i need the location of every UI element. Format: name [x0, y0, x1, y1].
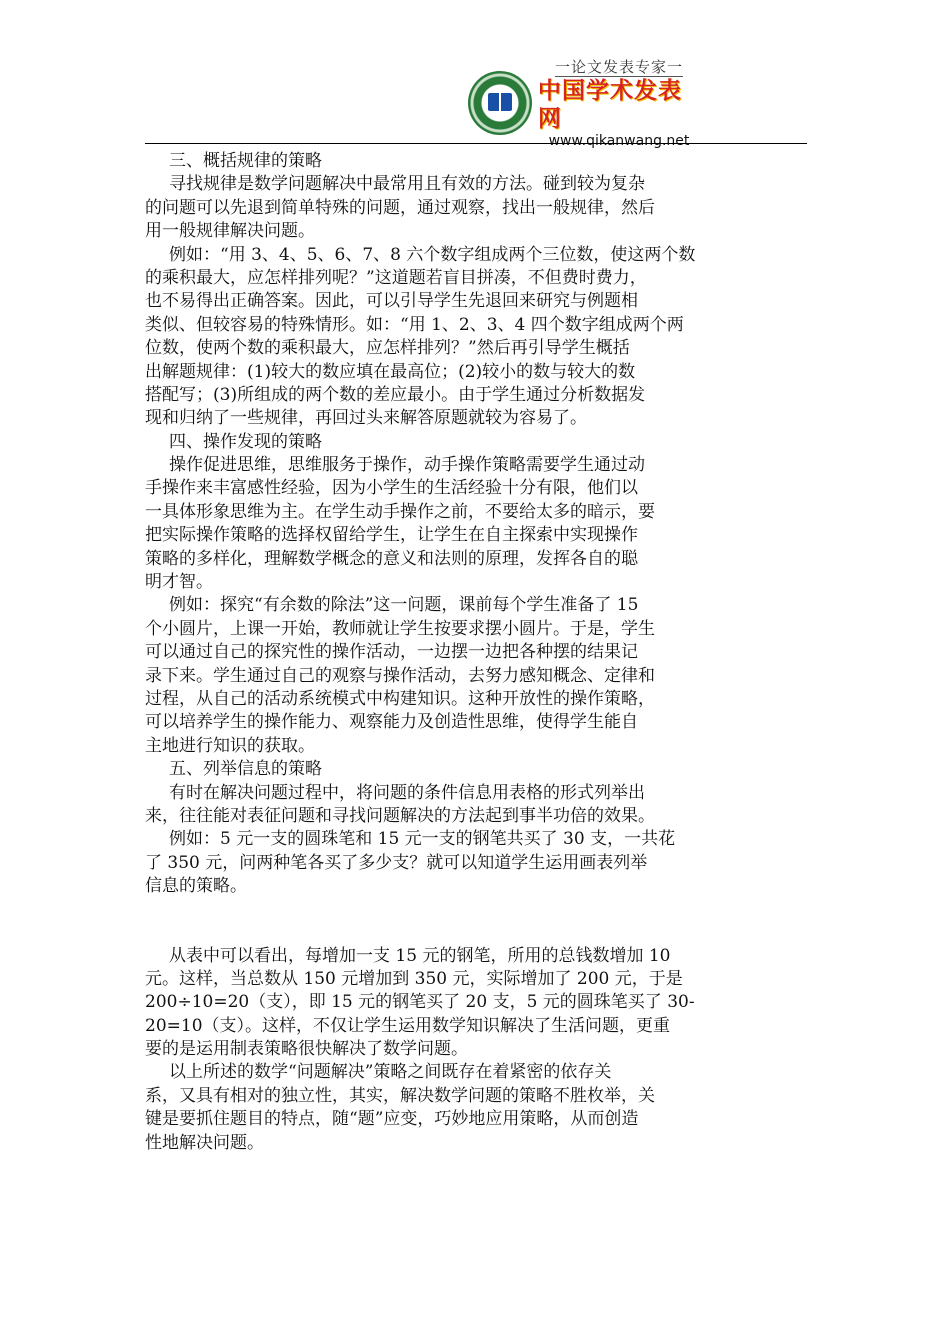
text-line: 也不易得出正确答案。因此，可以引导学生先退回来研究与例题相 — [145, 291, 638, 312]
text-line: 出解题规律：(1)较大的数应填在最高位；(2)较小的数与较大的数 — [145, 361, 636, 382]
text-line: 以上所述的数学“问题解决”策略之间既存在着紧密的依存关 — [169, 1062, 612, 1083]
logo-slogan: 一论文发表专家一 — [554, 57, 683, 76]
text-line: 可以培养学生的操作能力、观察能力及创造性思维，使得学生能自 — [145, 712, 638, 733]
text-line: 从表中可以看出，每增加一支 15 元的钢笔，所用的总钱数增加 10 — [169, 945, 671, 966]
text-line: 现和归纳了一些规律，再回过头来解答原题就较为容易了。 — [145, 408, 587, 429]
text-line: 位数，使两个数的乘积最大，应怎样排列？”然后再引导学生概括 — [145, 338, 630, 359]
text-line: 键是要抓住题目的特点，随“题”应变，巧妙地应用策略，从而创造 — [145, 1109, 639, 1130]
text-line: 要的是运用制表策略很快解决了数学问题。 — [145, 1039, 468, 1060]
text-line: 用一般规律解决问题。 — [145, 221, 315, 242]
text-line: 个小圆片，上课一开始，教师就让学生按要求摆小圆片。于是，学生 — [145, 618, 655, 639]
text-line: 把实际操作策略的选择权留给学生，让学生在自主探索中实现操作 — [145, 525, 638, 546]
text-line: 过程，从自己的活动系统模式中构建知识。这种开放性的操作策略， — [145, 688, 655, 709]
text-block-after-table — [145, 945, 805, 1156]
text-line: 四、操作发现的策略 — [169, 431, 322, 452]
text-line: 手操作来丰富感性经验，因为小学生的生活经验十分有限，他们以 — [145, 478, 638, 499]
text-line: 元。这样，当总数从 150 元增加到 350 元，实际增加了 200 元，于是 — [145, 968, 683, 989]
text-line: 例如：5 元一支的圆珠笔和 15 元一支的钢笔共买了 30 支，一共花 — [169, 829, 676, 850]
text-line: 20=10（支）。这样，不仅让学生运用数学知识解决了生活问题，更重 — [145, 1015, 671, 1036]
logo-site-name: 中国学术发表网 — [538, 77, 682, 132]
text-line: 搭配写；(3)所组成的两个数的差应最小。由于学生通过分析数据发 — [145, 384, 646, 405]
text-line: 200÷10=20（支），即 15 元的钢笔买了 20 支，5 元的圆珠笔买了 30- — [145, 992, 695, 1013]
text-line: 例如：“用 3、4、5、6、7、8 六个数字组成两个三位数，使这两个数 — [169, 244, 696, 265]
text-line: 了 350 元，问两种笔各买了多少支？就可以知道学生运用画表列举 — [145, 852, 648, 873]
text-line: 来，往往能对表征问题和寻找问题解决的方法起到事半功倍的效果。 — [145, 805, 655, 826]
text-line: 寻找规律是数学问题解决中最常用且有效的方法。碰到较为复杂 — [169, 174, 645, 195]
text-line: 信息的策略。 — [145, 876, 247, 897]
text-line: 可以通过自己的探究性的操作活动，一边摆一边把各种摆的结果记 — [145, 642, 638, 663]
text-line: 有时在解决问题过程中，将问题的条件信息用表格的形式列举出 — [169, 782, 645, 803]
text-line: 五、列举信息的策略 — [169, 759, 322, 780]
text-line: 录下来。学生通过自己的观察与操作活动，去努力感知概念、定律和 — [145, 665, 655, 686]
table-gap — [145, 899, 805, 945]
text-line: 类似、但较容易的特殊情形。如：“用 1、2、3、4 四个数字组成两个两 — [145, 314, 684, 335]
logo-text — [538, 58, 700, 149]
text-line: 的乘积最大，应怎样排列呢？”这道题若盲目拼凑，不但费时费力， — [145, 267, 647, 288]
text-line: 主地进行知识的获取。 — [145, 735, 315, 756]
book-icon — [488, 93, 512, 111]
text-block-before-table — [145, 150, 805, 899]
text-line: 的问题可以先退到简单特殊的问题，通过观察，找出一般规律，然后 — [145, 197, 655, 218]
text-line: 操作促进思维，思维服务于操作，动手操作策略需要学生通过动 — [169, 455, 645, 476]
text-line: 性地解决问题。 — [145, 1132, 264, 1153]
site-logo — [468, 57, 700, 149]
document-body — [145, 150, 805, 1155]
text-line: 三、概括规律的策略 — [169, 151, 322, 171]
text-line: 一具体形象思维为主。在学生动手操作之前，不要给太多的暗示，要 — [145, 501, 655, 522]
header-divider — [145, 143, 807, 144]
seal-icon — [468, 71, 532, 135]
text-line: 明才智。 — [145, 572, 213, 593]
logo-url: www.qikanwang.net — [548, 132, 690, 149]
text-line: 系，又具有相对的独立性，其实，解决数学问题的策略不胜枚举，关 — [145, 1085, 655, 1106]
text-line: 例如：探究“有余数的除法”这一问题，课前每个学生准备了 15 — [169, 595, 639, 616]
text-line: 策略的多样化，理解数学概念的意义和法则的原理，发挥各自的聪 — [145, 548, 638, 569]
